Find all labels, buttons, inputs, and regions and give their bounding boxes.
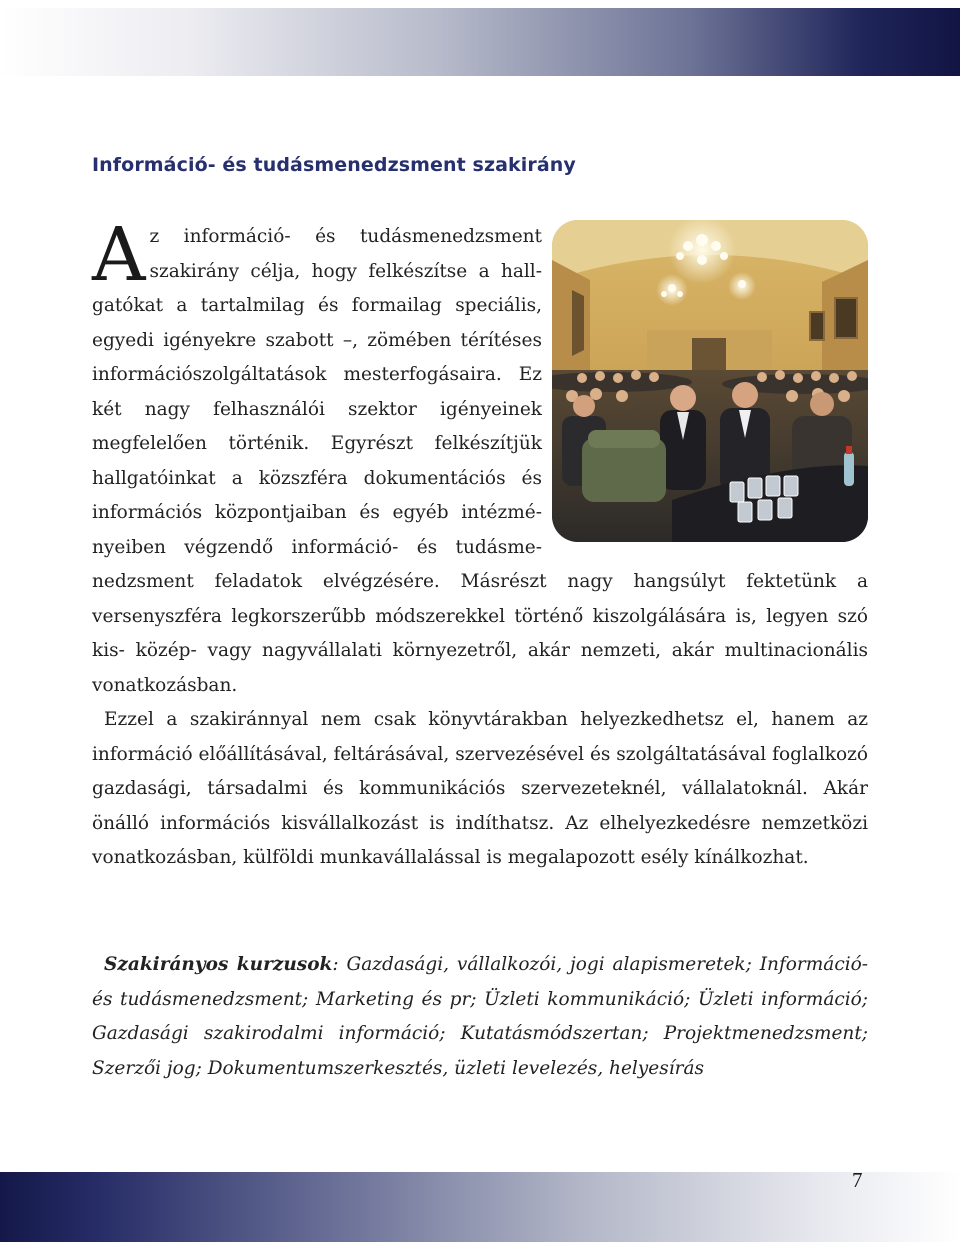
lecture-hall-photo bbox=[552, 220, 868, 542]
intro-text bbox=[92, 212, 869, 876]
courses-paragraph bbox=[92, 948, 868, 1086]
drop-cap: A bbox=[92, 212, 146, 298]
header-gradient-band bbox=[0, 8, 960, 76]
courses-label: Szakirányos kurzusok bbox=[104, 954, 333, 975]
courses-list: : Gazdasági, vállalkozói, jogi alapismeretek; Információ- és tudásmenedzsment; Marketing és pr; Üzleti kommunikáció; Üzleti információ; Gazdasági szakirodalmi információ; Kutatásmódszertan; Projektmenedzsment; Szerzői jog; Dokumentumszerkesztés, üzleti levelezés, helyesírás bbox=[92, 954, 869, 1079]
page-number: 7 bbox=[852, 1168, 863, 1192]
career-paragraph: Ezzel a szakiránnyal nem csak könyvtárakban helyezkedhetsz el, hanem az információ előállításával, feltárásával, szervezésével és szolgáltatásával foglalkozó gazdasági, társadalmi és kommunikációs szervezeteknél, vállalatoknál. Akár önálló információs kisvállalkozást is indíthatsz. Az elhelyezkedésre nemzetközi vonatkozásban, külföldi munkavállalással is megalapozott esély kínálkozhat. bbox=[92, 709, 869, 868]
intro-paragraph: z információ- és tudásmenedzsment szakirány célja, hogy felkészítse a hallgatókat a tartalmilag és formailag speciális, egyedi igényekre szabott –, zömében térítéses információszolgáltatások mesterfogásaira. Ez két nagy felhasználói szektor igényeinek megfelelően történik. Egyrészt felkészítjük hallgatóinkat a közszféra dokumentációs és információs központjaiban és egyéb intézményeiben végzendő információ- és tudásmenedzsment feladatok elvégzésére. Másrészt nagy hangsúlyt fektetünk a versenyszféra legkorszerűbb módszerekkel történő kiszolgálására is, legyen szó kis- közép- vagy nagyvállalati környezetről, akár nemzeti, akár multinacionális vonatkozásban. bbox=[92, 226, 868, 696]
footer-gradient-band bbox=[0, 1172, 960, 1242]
section-heading: Információ- és tudásmenedzsment szakirány bbox=[92, 154, 576, 176]
